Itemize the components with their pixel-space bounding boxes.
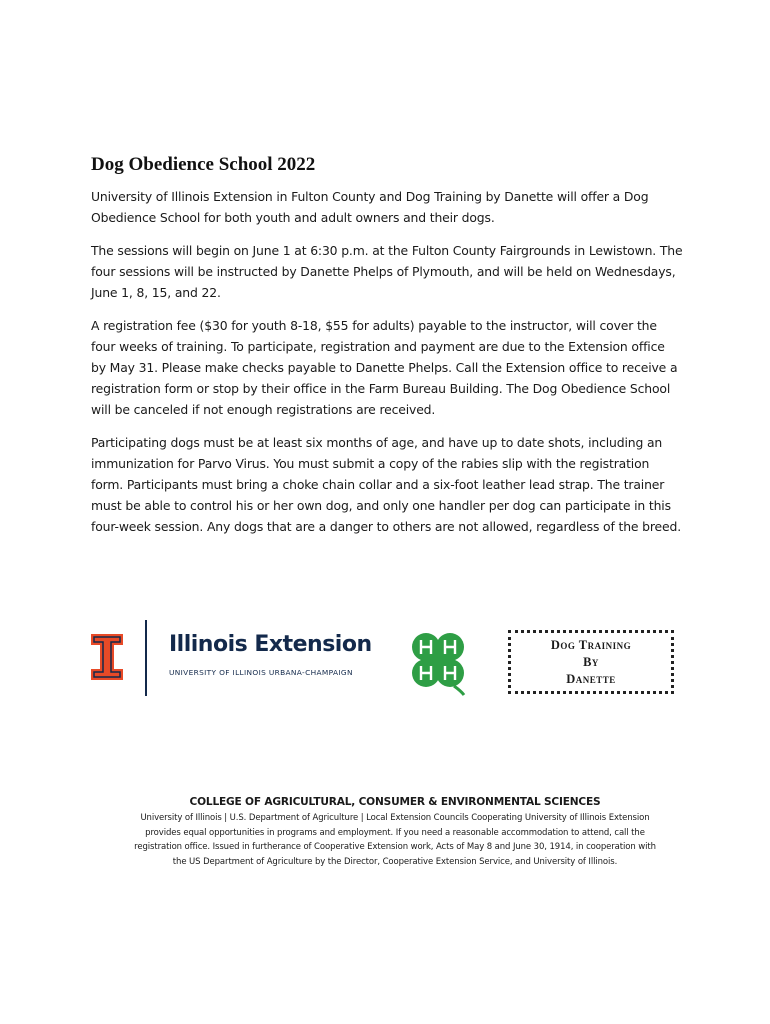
disclaimer-line: the US Department of Agriculture by the Director, Cooperative Extension Service, and University of Illinois. (172, 856, 618, 867)
dog-training-line: Danette (566, 671, 616, 686)
paragraph-intro: University of Illinois Extension in Fulton County and Dog Training by Danette will offer a Dog Obedience School for both youth and adult owners and their dogs. (91, 189, 649, 225)
logo-row (0, 618, 770, 708)
paragraph-sessions: The sessions will begin on June 1 at 6:30 p.m. at the Fulton County Fairgrounds in Lewistown. The four sessions will be instructed by Danette Phelps of Plymouth, and will be held on Wednesdays, June 1, 8, 15, and 22. (91, 243, 683, 300)
dog-training-line: Dog Training (550, 637, 632, 652)
block-i-icon (91, 634, 123, 685)
document-body (91, 154, 683, 549)
paragraph-requirements: Participating dogs must be at least six months of age, and have up to date shots, including an immunization for Parvo Virus. You must submit a copy of the rabies slip with the registration form. Participants must bring a choke chain collar and a six-foot leather lead strap. The trainer must be able to control his or her own dog, and only one handler per dog can participate in this four-week session. Any dogs that are a danger to others are not allowed, regardless of the breed. (91, 435, 682, 534)
four-h-clover-icon (404, 628, 472, 701)
disclaimer (80, 811, 710, 869)
disclaimer-line: University of Illinois | U.S. Department of Agriculture | Local Extension Councils Cooperating University of Illinois Extension (140, 813, 650, 823)
college-name: COLLEGE OF AGRICULTURAL, CONSUMER & ENVIRONMENTAL SCIENCES (189, 796, 601, 808)
footer (80, 796, 710, 869)
dog-training-line: By (583, 654, 599, 669)
extension-subtitle: UNIVERSITY OF ILLINOIS URBANA-CHAMPAIGN (169, 668, 353, 677)
logo-divider (145, 620, 147, 696)
page-title: Dog Obedience School 2022 (91, 154, 316, 175)
extension-name: Illinois Extension (169, 632, 372, 657)
dog-training-logo (508, 630, 674, 694)
disclaimer-line: provides equal opportunities in programs and employment. If you need a reasonable accommodation to attend, call the (145, 827, 645, 838)
paragraph-registration: A registration fee ($30 for youth 8-18, $55 for adults) payable to the instructor, will cover the four weeks of training. To participate, registration and payment are due to the Extension office by May 31. Please make checks payable to Danette Phelps. Call the Extension office to receive a registration form or stop by their office in the Farm Bureau Building. The Dog Obedience School will be canceled if not enough registrations are received. (91, 318, 678, 417)
disclaimer-line: registration office. Issued in furtherance of Cooperative Extension work, Acts of May 8 and June 30, 1914, in cooperation with (134, 842, 656, 852)
